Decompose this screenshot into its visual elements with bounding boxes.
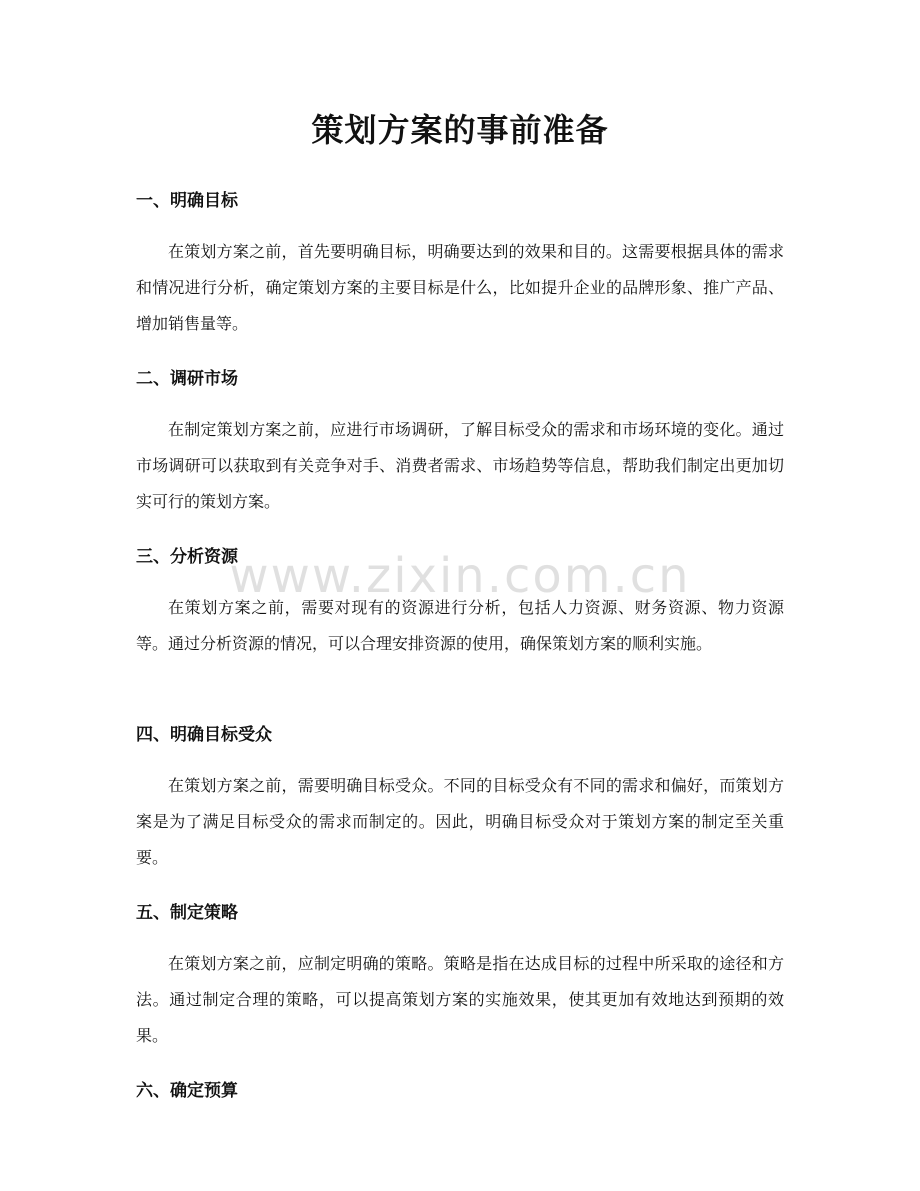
section-heading: 二、调研市场 (136, 369, 238, 389)
section-target-audience (136, 722, 784, 876)
section-heading: 三、分析资源 (136, 547, 238, 567)
section-heading: 六、确定预算 (136, 1081, 238, 1101)
section-paragraph: 在策划方案之前，首先要明确目标，明确要达到的效果和目的。这需要根据具体的需求和情况进行分析，确定策划方案的主要目标是什么，比如提升企业的品牌形象、推广产品、增加销售量等。 (136, 242, 784, 333)
section-heading: 一、明确目标 (136, 191, 238, 211)
section-strategy (136, 900, 784, 1054)
section-paragraph: 在策划方案之前，需要对现有的资源进行分析，包括人力资源、财务资源、物力资源等。通过分析资源的情况，可以合理安排资源的使用，确保策划方案的顺利实施。 (136, 598, 784, 653)
section-paragraph: 在策划方案之前，应制定明确的策略。策略是指在达成目标的过程中所采取的途径和方法。通过制定合理的策略，可以提高策划方案的实施效果，使其更加有效地达到预期的效果。 (136, 954, 784, 1045)
section-market-research (136, 366, 784, 520)
page-title: 策划方案的事前准备 (311, 111, 609, 149)
section-paragraph: 在制定策划方案之前，应进行市场调研，了解目标受众的需求和市场环境的变化。通过市场调研可以获取到有关竞争对手、消费者需求、市场趋势等信息，帮助我们制定出更加切实可行的策划方案。 (136, 420, 784, 511)
section-analyze-resources (136, 544, 784, 698)
section-heading: 五、制定策略 (136, 903, 238, 923)
section-heading: 四、明确目标受众 (136, 725, 272, 745)
section-clarify-goal (136, 188, 784, 342)
document-content (136, 188, 784, 1104)
watermark: www.zixin.com.cn (229, 548, 691, 604)
section-paragraph: 在策划方案之前，需要明确目标受众。不同的目标受众有不同的需求和偏好，而策划方案是为了满足目标受众的需求而制定的。因此，明确目标受众对于策划方案的制定至关重要。 (136, 776, 784, 867)
section-budget (136, 1078, 784, 1104)
